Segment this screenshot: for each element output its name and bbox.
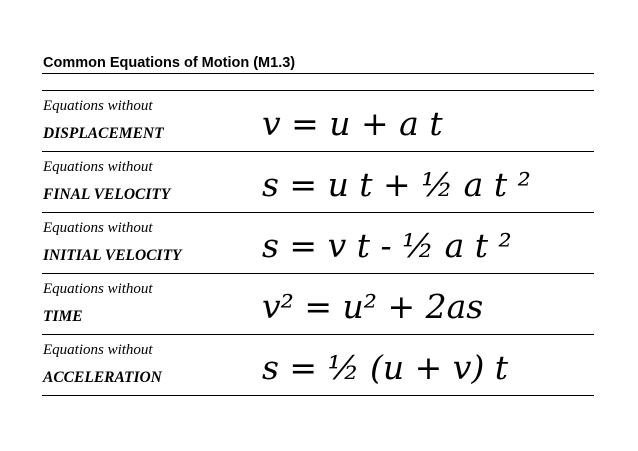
equation-text: s = u t + ½ a t ² xyxy=(262,165,531,204)
row-label-prefix: Equations without xyxy=(43,159,153,175)
equation-text: v = u + a t xyxy=(262,104,443,143)
equation-text: s = v t - ½ a t ² xyxy=(262,226,512,265)
title-underline xyxy=(42,73,594,74)
equation-row-time xyxy=(42,273,594,334)
row-label-missing-quantity: DISPLACEMENT xyxy=(43,125,164,142)
equation-row-initial-velocity xyxy=(42,212,594,273)
row-label-prefix: Equations without xyxy=(43,281,153,297)
row-label-missing-quantity: ACCELERATION xyxy=(43,369,162,386)
equation-row-displacement xyxy=(42,90,594,151)
row-label-missing-quantity: TIME xyxy=(43,308,83,325)
row-label-prefix: Equations without xyxy=(43,98,153,114)
equation-text: v² = u² + 2as xyxy=(262,287,484,326)
row-label-prefix: Equations without xyxy=(43,220,153,236)
row-label-missing-quantity: INITIAL VELOCITY xyxy=(43,247,182,264)
row-label-prefix: Equations without xyxy=(43,342,153,358)
equation-row-acceleration xyxy=(42,334,594,396)
page-title: Common Equations of Motion (M1.3) xyxy=(43,55,296,71)
equation-text: s = ½ (u + v) t xyxy=(262,348,509,387)
equations-table xyxy=(42,90,594,396)
equation-row-final-velocity xyxy=(42,151,594,212)
row-label-missing-quantity: FINAL VELOCITY xyxy=(43,186,171,203)
